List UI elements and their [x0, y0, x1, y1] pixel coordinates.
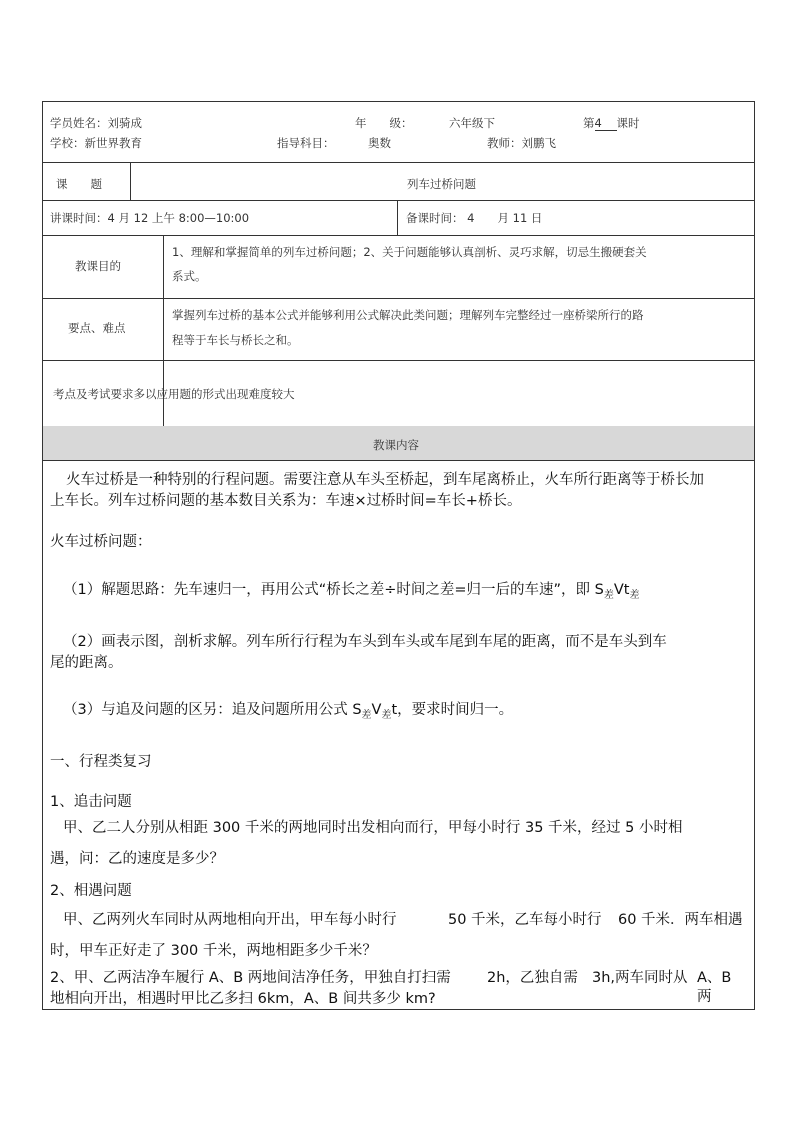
key-points-line-1: 掌握列车过桥的基本公式并能够利用公式解决此类问题；理解列车完整经过一座桥梁所行的路: [172, 308, 644, 322]
problem-3-line-1b: 2h，乙独自需: [487, 970, 578, 986]
row-divider: [42, 162, 755, 163]
review-title: 一、行程类复习: [50, 754, 152, 770]
step-1-text: （1）解题思路：先车速归一，再用公式“桥长之差÷时间之差=归一后的车速”，即 S: [63, 582, 604, 598]
step-1-subscript: 差: [629, 590, 640, 601]
topic-value: 列车过桥问题: [407, 177, 476, 191]
problem-2-title: 2、相遇问题: [50, 883, 132, 899]
problem-3-line-2b: 两: [697, 989, 712, 1005]
intro-line-1: 火车过桥是一种特别的行程问题。需要注意从车头至桥起，到车尾离桥止，火车所行距离等于桥长加: [66, 472, 704, 488]
goals-line-2: 系式。: [172, 269, 207, 283]
problem-3-line-2a: 地相向开出，相遇时甲比乙多扫 6km，A、B 间共多少 km?: [50, 991, 436, 1007]
step-3: [63, 698, 513, 719]
content-header: 教课内容: [373, 438, 419, 452]
problem-3-line-1c: 3h,两车同时从: [592, 970, 688, 986]
student-label: 学员姓名：: [50, 116, 108, 130]
problem-1-title: 1、追击问题: [50, 794, 132, 810]
school-label: 学校：: [50, 136, 85, 150]
step-3-text: （3）与追及问题的区另：追及问题所用公式 S: [63, 702, 362, 718]
step-1-formula: Vt: [613, 582, 630, 598]
subject-value: 奥数: [368, 136, 391, 150]
problem-3-line-1d: A、B: [697, 970, 732, 986]
student-info: [50, 115, 142, 131]
lecture-time: 讲课时间：4 月 12 上午 8:00—10:00: [50, 211, 250, 225]
row-divider: [42, 235, 755, 236]
step-3-subscript: 差: [381, 710, 392, 721]
problem-2-line-2: 时，甲车正好走了 300 千米，两地相距多少千米？: [50, 943, 377, 959]
exam-requirements: 考点及考试要求多以应用题的形式出现难度较大: [53, 387, 295, 401]
step-3-subscript: 差: [361, 710, 372, 721]
step-3-formula: V: [371, 702, 382, 718]
lesson-count: [583, 115, 640, 131]
subject-label: 指导科目：: [277, 136, 335, 150]
lesson-suffix: 课时: [616, 116, 640, 130]
lesson-plan-table: [42, 101, 755, 1010]
teacher-info: [487, 135, 556, 151]
prep-time: 备课时间： 4 月 11 日: [406, 211, 543, 225]
lesson-number: 4: [595, 116, 617, 131]
row-divider: [42, 298, 755, 299]
school-info: [50, 135, 142, 151]
column-divider: [130, 162, 131, 200]
key-points-line-2: 程等于车长与桥长之和。: [172, 333, 299, 347]
school-name: 新世界教育: [84, 136, 142, 150]
goals-line-1: 1、理解和掌握简单的列车过桥问题；2、关于问题能够认真剖析、灵巧求解，切忌生搬硬套关: [172, 245, 647, 259]
teacher-label: 教师：: [487, 136, 522, 150]
step-1: [63, 578, 639, 599]
grade-label: 年 级：: [355, 116, 413, 130]
teacher-name: 刘鹏飞: [521, 136, 556, 150]
lesson-prefix: 第: [583, 116, 595, 130]
key-points-label: 要点、难点: [68, 321, 126, 335]
problem-2-line-1c: 60 千米．两车相遇: [618, 912, 743, 928]
section-title: 火车过桥问题：: [50, 534, 152, 550]
student-name: 刘骑成: [107, 116, 142, 130]
step-3-tail: t，要求时间归一。: [391, 702, 514, 718]
row-divider: [42, 200, 755, 201]
problem-2-line-1a: 甲、乙两列火车同时从两地相向开出，甲车每小时行: [63, 912, 397, 928]
problem-2-line-1b: 50 千米，乙车每小时行: [448, 912, 602, 928]
topic-label: 课 题: [56, 177, 102, 191]
problem-1-line-2: 遇，问：乙的速度是多少？: [50, 851, 224, 867]
row-divider: [42, 360, 755, 361]
step-1-subscript: 差: [603, 590, 614, 601]
step-2-line-2: 尾的距离。: [50, 655, 123, 671]
grade-value: 六年级下: [449, 116, 495, 130]
intro-line-2: 上车长。列车过桥问题的基本数目关系为：车速×过桥时间=车长+桥长。: [50, 493, 522, 509]
row-divider: [42, 460, 755, 461]
problem-1-line-1: 甲、乙二人分别从相距 300 千米的两地同时出发相向而行，甲每小时行 35 千米，经过 5 小时相: [63, 820, 683, 836]
step-2-line-1: （2）画表示图，剖析求解。列车所行行程为车头到车头或车尾到车尾的距离，而不是车头到车: [63, 634, 667, 650]
problem-3-line-1a: 2、甲、乙两洁净车履行 A、B 两地间洁净任务，甲独自打扫需: [50, 970, 451, 986]
column-divider: [397, 200, 398, 235]
goals-label: 教课目的: [75, 259, 121, 273]
